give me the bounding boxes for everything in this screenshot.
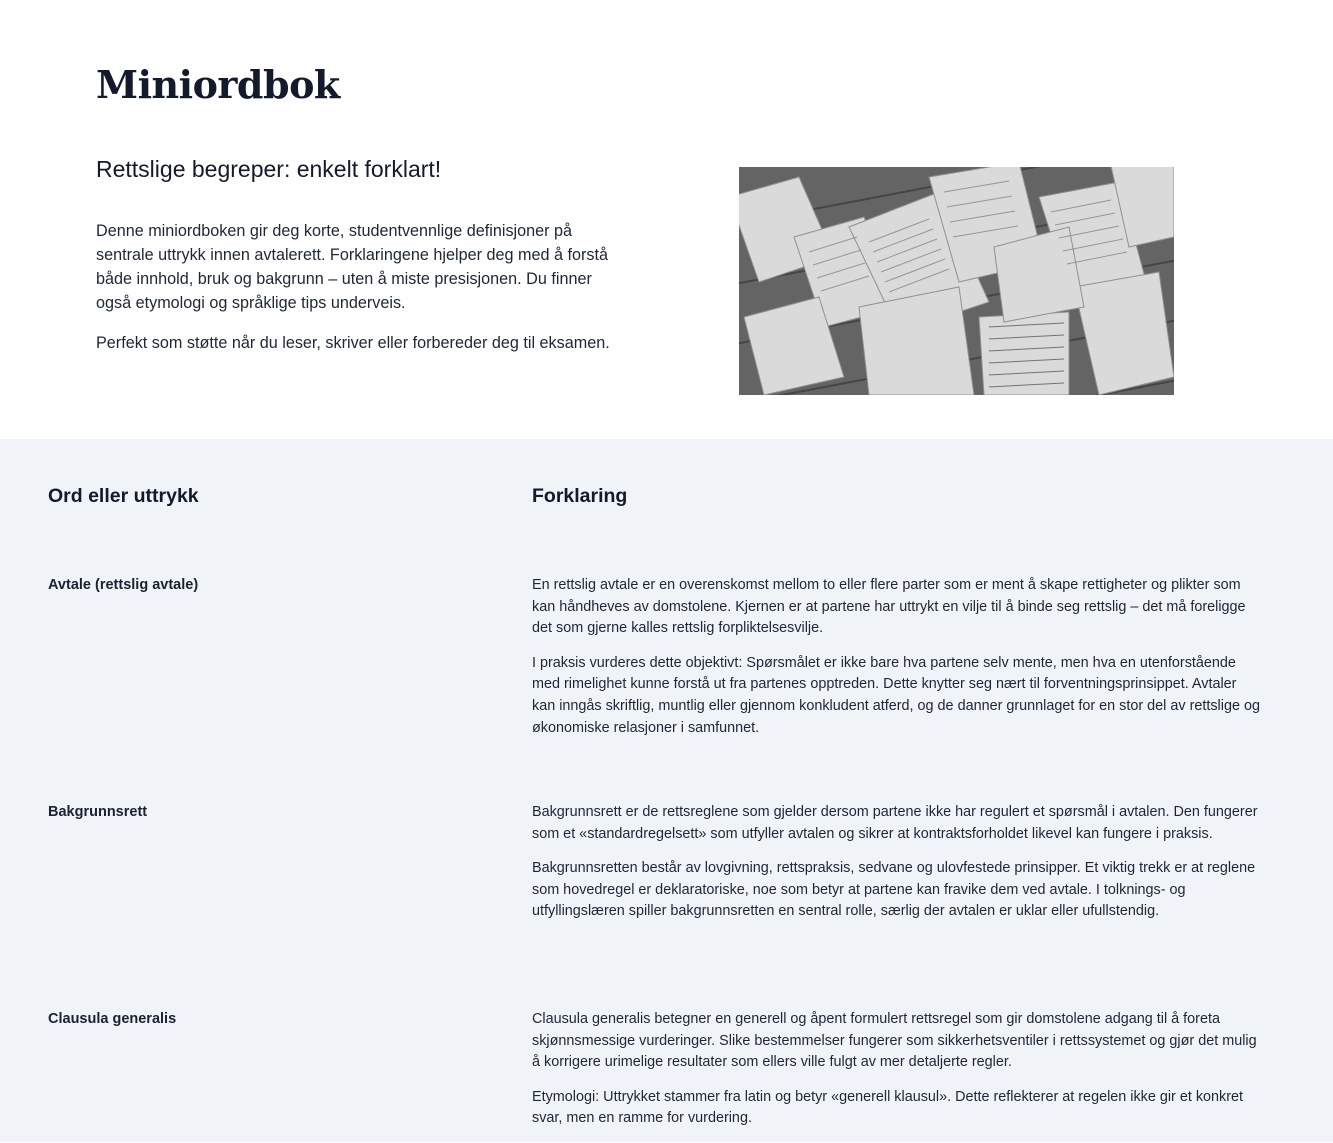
glossary-term: Clausula generalis bbox=[48, 1011, 177, 1027]
glossary-definition bbox=[532, 1009, 1262, 1143]
hero-section bbox=[0, 0, 1333, 439]
glossary-term: Avtale (rettslig avtale) bbox=[48, 577, 199, 593]
glossary-definition bbox=[532, 575, 1262, 752]
definition-paragraph: En rettslig avtale er en overenskomst mellom to eller flere parter som er ment å skape rettigheter og plikter som kan håndheves av domstolene. Kjernen er at partene har uttrykt en vilje til å binde seg rettslig – det må foreligge det som gjerne kalles rettslig forpliktelsesvilje. bbox=[532, 577, 1246, 637]
hero-image bbox=[739, 167, 1174, 395]
definition-paragraph: Clausula generalis betegner en generell og åpent formulert rettsregel som gir domstolene adgang til å foreta skjønnsmessige vurderinger. Slike bestemmelser fungerer som sikkerhetsventiler i rettssystemet og gjør det mulig å korrigere urimelige resultater som ellers ville fulgt av mer detaljerte regler. bbox=[532, 1011, 1257, 1071]
page-title: Miniordbok bbox=[96, 62, 340, 107]
definition-paragraph: Bakgrunnsrett er de rettsreglene som gjelder dersom partene ikke har regulert et spørsmål i avtalen. Den fungerer som et «standardregelsett» som utfyller avtalen og sikrer at kontraktsforholdet likevel kan fungere i praksis. bbox=[532, 804, 1258, 842]
open-books-photo bbox=[739, 167, 1174, 395]
glossary-definition bbox=[532, 802, 1262, 936]
definition-paragraph: I praksis vurderes dette objektivt: Spørsmålet er ikke bare hva partene selv mente, men hva en utenforstående med rimelighet kunne forstå ut fra partenes opptreden. Dette knytter seg nært til forventningsprinsippet. Avtaler kan inngås skriftlig, muntlig eller gjennom konkludent atferd, og de danner grunnlaget for en stor del av rettslige og økonomiske relasjoner i samfunnet. bbox=[532, 654, 1260, 736]
intro-text bbox=[96, 219, 631, 371]
intro-paragraph: Perfekt som støtte når du leser, skriver eller forbereder deg til eksamen. bbox=[96, 334, 610, 352]
page-subtitle: Rettslige begreper: enkelt forklart! bbox=[96, 156, 442, 182]
definition-paragraph: Etymologi: Uttrykket stammer fra latin og betyr «generell klausul». Dette reflekterer at regelen ikke gir et konkret svar, men en ramme for vurdering. bbox=[532, 1088, 1244, 1127]
intro-paragraph: Denne miniordboken gir deg korte, studentvennlige definisjoner på sentrale uttrykk innen avtalerett. Forklaringene hjelper deg med å forstå både innhold, bruk og bakgrunn – uten å miste presisjonen. Du finner også etymologi og språklige tips underveis. bbox=[96, 222, 608, 312]
column-header-term: Ord eller uttrykk bbox=[48, 485, 199, 507]
column-header-definition: Forklaring bbox=[532, 485, 628, 507]
glossary-term: Bakgrunnsrett bbox=[48, 804, 148, 820]
definition-paragraph: Bakgrunnsretten består av lovgivning, rettspraksis, sedvane og ulovfestede prinsipper. Et viktig trekk er at reglene som hovedregel er deklaratoriske, noe som betyr at partene kan fravike dem ved avtale. I tolknings- og utfyllingslæren spiller bakgrunnsretten en sentral rolle, særlig der avtalen er uklar eller ufullstendig. bbox=[532, 860, 1256, 920]
